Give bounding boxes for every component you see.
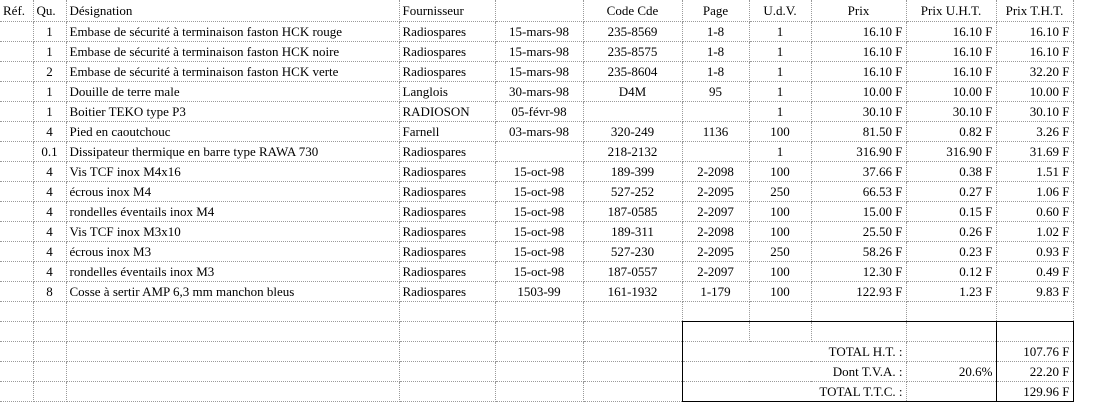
cell-ref[interactable] bbox=[0, 221, 33, 241]
cell-page[interactable]: 95 bbox=[682, 81, 749, 101]
cell-price[interactable]: 12.30 F bbox=[811, 261, 906, 281]
cell-total-ht[interactable]: 10.00 F bbox=[996, 81, 1073, 101]
cell-total-ht[interactable]: 32.20 F bbox=[996, 61, 1073, 81]
tva-rate[interactable]: 20.6% bbox=[906, 361, 996, 381]
tva-label: Dont T.V.A. : bbox=[682, 361, 906, 381]
empty-cell[interactable] bbox=[399, 301, 495, 321]
cell-supplier[interactable]: Radiospares bbox=[399, 181, 495, 201]
total-ttc-value[interactable]: 129.96 F bbox=[996, 381, 1073, 401]
cell-date[interactable]: 30-mars-98 bbox=[495, 81, 583, 101]
cell-page[interactable]: 2-2098 bbox=[682, 161, 749, 181]
header-cell-unit-ht[interactable]: Prix U.H.T. bbox=[906, 0, 996, 21]
cell-designation[interactable]: écrous inox M3 bbox=[66, 241, 399, 261]
table-row bbox=[0, 41, 1073, 61]
cell-price[interactable]: 15.00 F bbox=[811, 201, 906, 221]
cell-supplier[interactable]: Radiospares bbox=[399, 201, 495, 221]
cell-unit-ht[interactable]: 0.38 F bbox=[906, 161, 996, 181]
cell-designation[interactable]: Vis TCF inox M4x16 bbox=[66, 161, 399, 181]
cell-code[interactable]: 527-230 bbox=[583, 241, 682, 261]
empty-cell[interactable] bbox=[583, 301, 682, 321]
empty-cell[interactable] bbox=[399, 361, 495, 381]
cell-code[interactable]: 235-8569 bbox=[583, 21, 682, 41]
cell-page[interactable]: 1-8 bbox=[682, 21, 749, 41]
cell-udv[interactable]: 100 bbox=[749, 221, 811, 241]
cell-designation[interactable]: écrous inox M4 bbox=[66, 181, 399, 201]
empty-cell[interactable] bbox=[583, 361, 682, 381]
header-cell-price[interactable]: Prix bbox=[811, 0, 906, 21]
cell-code[interactable] bbox=[583, 101, 682, 121]
cell-supplier[interactable]: Farnell bbox=[399, 121, 495, 141]
cell-unit-ht[interactable]: 316.90 F bbox=[906, 141, 996, 161]
tva-value[interactable]: 22.20 F bbox=[996, 361, 1073, 381]
cell-total-ht[interactable]: 0.60 F bbox=[996, 201, 1073, 221]
total-ht-label: TOTAL H.T. : bbox=[682, 341, 906, 361]
cell-total-ht[interactable]: 31.69 F bbox=[996, 141, 1073, 161]
cell-price[interactable]: 37.66 F bbox=[811, 161, 906, 181]
cell-qty[interactable]: 2 bbox=[33, 61, 66, 81]
cell-code[interactable]: 235-8604 bbox=[583, 61, 682, 81]
cell-ref[interactable] bbox=[0, 201, 33, 221]
empty-cell[interactable] bbox=[33, 321, 66, 341]
cell-udv[interactable]: 1 bbox=[749, 41, 811, 61]
header-cell-code[interactable]: Code Cde bbox=[583, 0, 682, 21]
cell-udv[interactable]: 250 bbox=[749, 181, 811, 201]
cell-ref[interactable] bbox=[0, 181, 33, 201]
totals-box-top-row bbox=[0, 321, 1073, 341]
empty-cell[interactable] bbox=[749, 321, 811, 341]
table-row bbox=[0, 21, 1073, 41]
cell-udv[interactable]: 1 bbox=[749, 141, 811, 161]
table-row bbox=[0, 101, 1073, 121]
cell-total-ht[interactable]: 0.93 F bbox=[996, 241, 1073, 261]
cell-unit-ht[interactable]: 16.10 F bbox=[906, 61, 996, 81]
cell-code[interactable]: 189-311 bbox=[583, 221, 682, 241]
cell-total-ht[interactable]: 30.10 F bbox=[996, 101, 1073, 121]
empty-cell[interactable] bbox=[495, 301, 583, 321]
table-row bbox=[0, 121, 1073, 141]
cell-page[interactable]: 1-8 bbox=[682, 41, 749, 61]
cell-page[interactable]: 2-2098 bbox=[682, 221, 749, 241]
cell-supplier[interactable]: Radiospares bbox=[399, 241, 495, 261]
cell-designation[interactable]: Vis TCF inox M3x10 bbox=[66, 221, 399, 241]
cell-supplier[interactable]: Radiospares bbox=[399, 41, 495, 61]
empty-cell[interactable] bbox=[495, 341, 583, 361]
cell-price[interactable]: 10.00 F bbox=[811, 81, 906, 101]
cell-udv[interactable]: 100 bbox=[749, 201, 811, 221]
cell-price[interactable]: 25.50 F bbox=[811, 221, 906, 241]
cell-date[interactable]: 15-mars-98 bbox=[495, 61, 583, 81]
empty-cell[interactable] bbox=[495, 381, 583, 401]
cell-unit-ht[interactable]: 16.10 F bbox=[906, 41, 996, 61]
empty-cell[interactable] bbox=[682, 301, 749, 321]
cell-designation[interactable]: Douille de terre male bbox=[66, 81, 399, 101]
empty-cell[interactable] bbox=[399, 341, 495, 361]
cell-qty[interactable]: 4 bbox=[33, 161, 66, 181]
cell-ref[interactable] bbox=[0, 241, 33, 261]
header-cell-designation[interactable]: Désignation bbox=[66, 0, 399, 21]
empty-cell[interactable] bbox=[33, 361, 66, 381]
header-cell-total-ht[interactable]: Prix T.H.T. bbox=[996, 0, 1073, 21]
total-ttc-row bbox=[0, 381, 1073, 401]
cell-qty[interactable]: 4 bbox=[33, 221, 66, 241]
cell-designation[interactable]: rondelles éventails inox M3 bbox=[66, 261, 399, 281]
cell-udv[interactable]: 1 bbox=[749, 61, 811, 81]
cell-date[interactable]: 15-oct-98 bbox=[495, 181, 583, 201]
cell-supplier[interactable]: Radiospares bbox=[399, 281, 495, 301]
cell-unit-ht[interactable]: 1.23 F bbox=[906, 281, 996, 301]
cell-price[interactable]: 16.10 F bbox=[811, 21, 906, 41]
empty-cell[interactable] bbox=[906, 321, 996, 341]
cell-code[interactable]: 527-252 bbox=[583, 181, 682, 201]
cell-udv[interactable]: 1 bbox=[749, 21, 811, 41]
cell-ref[interactable] bbox=[0, 81, 33, 101]
empty-cell[interactable] bbox=[33, 341, 66, 361]
cell-code[interactable]: 187-0557 bbox=[583, 261, 682, 281]
cell-total-ht[interactable]: 3.26 F bbox=[996, 121, 1073, 141]
cell-supplier[interactable]: Radiospares bbox=[399, 221, 495, 241]
cell-designation[interactable]: Boitier TEKO type P3 bbox=[66, 101, 399, 121]
cell-ref[interactable] bbox=[0, 121, 33, 141]
empty-row bbox=[0, 301, 1073, 321]
empty-cell[interactable] bbox=[996, 301, 1073, 321]
cell-page[interactable]: 1136 bbox=[682, 121, 749, 141]
empty-cell[interactable] bbox=[399, 321, 495, 341]
cell-qty[interactable]: 1 bbox=[33, 41, 66, 61]
cell-supplier[interactable]: Radiospares bbox=[399, 161, 495, 181]
cell-date[interactable]: 15-mars-98 bbox=[495, 21, 583, 41]
cell-qty[interactable]: 4 bbox=[33, 261, 66, 281]
cell-page[interactable]: 1-179 bbox=[682, 281, 749, 301]
empty-cell[interactable] bbox=[0, 341, 33, 361]
cell-qty[interactable]: 1 bbox=[33, 21, 66, 41]
cell-price[interactable]: 16.10 F bbox=[811, 61, 906, 81]
cell-supplier[interactable]: Radiospares bbox=[399, 261, 495, 281]
cell-date[interactable]: 15-oct-98 bbox=[495, 261, 583, 281]
empty-cell[interactable] bbox=[66, 321, 399, 341]
cell-unit-ht[interactable]: 30.10 F bbox=[906, 101, 996, 121]
cell-unit-ht[interactable]: 16.10 F bbox=[906, 21, 996, 41]
cell-code[interactable]: 235-8575 bbox=[583, 41, 682, 61]
empty-cell[interactable] bbox=[0, 321, 33, 341]
cell-supplier[interactable]: Radiospares bbox=[399, 21, 495, 41]
header-cell-page[interactable]: Page bbox=[682, 0, 749, 21]
empty-cell[interactable] bbox=[583, 381, 682, 401]
empty-cell[interactable] bbox=[33, 301, 66, 321]
cell-udv[interactable]: 100 bbox=[749, 121, 811, 141]
empty-cell[interactable] bbox=[66, 341, 399, 361]
table-row bbox=[0, 221, 1073, 241]
cell-page[interactable]: 1-8 bbox=[682, 61, 749, 81]
cell-supplier[interactable]: Langlois bbox=[399, 81, 495, 101]
cell-qty[interactable]: 1 bbox=[33, 81, 66, 101]
cell-qty[interactable]: 8 bbox=[33, 281, 66, 301]
cell-ref[interactable] bbox=[0, 21, 33, 41]
cell-udv[interactable]: 1 bbox=[749, 101, 811, 121]
header-cell-qty[interactable]: Qu. bbox=[33, 0, 66, 21]
empty-cell[interactable] bbox=[0, 381, 33, 401]
cell-price[interactable]: 16.10 F bbox=[811, 41, 906, 61]
cell-price[interactable]: 316.90 F bbox=[811, 141, 906, 161]
cell-total-ht[interactable]: 1.02 F bbox=[996, 221, 1073, 241]
cell-designation[interactable]: Pied en caoutchouc bbox=[66, 121, 399, 141]
table-row bbox=[0, 201, 1073, 221]
cell-date[interactable]: 15-oct-98 bbox=[495, 201, 583, 221]
empty-cell[interactable] bbox=[996, 321, 1073, 341]
cell-qty[interactable]: 4 bbox=[33, 121, 66, 141]
cell-total-ht[interactable]: 1.06 F bbox=[996, 181, 1073, 201]
cell-ref[interactable] bbox=[0, 261, 33, 281]
cell-page[interactable]: 2-2095 bbox=[682, 181, 749, 201]
cell-unit-ht[interactable]: 0.12 F bbox=[906, 261, 996, 281]
cell-ref[interactable] bbox=[0, 61, 33, 81]
empty-cell[interactable] bbox=[906, 301, 996, 321]
cell-designation[interactable]: Embase de sécurité à terminaison faston HCK rouge bbox=[66, 21, 399, 41]
cell-page[interactable]: 2-2095 bbox=[682, 241, 749, 261]
cell-supplier[interactable]: Radiospares bbox=[399, 141, 495, 161]
empty-cell[interactable] bbox=[0, 361, 33, 381]
cell-udv[interactable]: 100 bbox=[749, 161, 811, 181]
total-ht-value[interactable]: 107.76 F bbox=[996, 341, 1073, 361]
header-cell-date[interactable] bbox=[495, 0, 583, 21]
cell-total-ht[interactable]: 0.49 F bbox=[996, 261, 1073, 281]
cell-unit-ht[interactable]: 0.23 F bbox=[906, 241, 996, 261]
cell-ref[interactable] bbox=[0, 281, 33, 301]
cell-price[interactable]: 122.93 F bbox=[811, 281, 906, 301]
empty-cell[interactable] bbox=[399, 381, 495, 401]
cell-price[interactable]: 30.10 F bbox=[811, 101, 906, 121]
cell-ref[interactable] bbox=[0, 41, 33, 61]
cell-page[interactable] bbox=[682, 101, 749, 121]
cell-date[interactable]: 15-oct-98 bbox=[495, 161, 583, 181]
header-cell-udv[interactable]: U.d.V. bbox=[749, 0, 811, 21]
cell-qty[interactable]: 0.1 bbox=[33, 141, 66, 161]
cell-udv[interactable]: 100 bbox=[749, 261, 811, 281]
cell-page[interactable]: 2-2097 bbox=[682, 201, 749, 221]
cell-qty[interactable]: 4 bbox=[33, 181, 66, 201]
table-row bbox=[0, 181, 1073, 201]
cell-unit-ht[interactable]: 0.82 F bbox=[906, 121, 996, 141]
empty-cell[interactable] bbox=[66, 381, 399, 401]
cell-price[interactable]: 58.26 F bbox=[811, 241, 906, 261]
cell-unit-ht[interactable]: 0.26 F bbox=[906, 221, 996, 241]
cell-total-ht[interactable]: 16.10 F bbox=[996, 41, 1073, 61]
cell-supplier[interactable]: Radiospares bbox=[399, 61, 495, 81]
cell-date[interactable]: 15-mars-98 bbox=[495, 41, 583, 61]
empty-cell[interactable] bbox=[33, 381, 66, 401]
cell-ref[interactable] bbox=[0, 141, 33, 161]
cell-code[interactable]: D4M bbox=[583, 81, 682, 101]
cell-designation[interactable]: Cosse à sertir AMP 6,3 mm manchon bleus bbox=[66, 281, 399, 301]
cell-designation[interactable]: rondelles éventails inox M4 bbox=[66, 201, 399, 221]
cell-total-ht[interactable]: 1.51 F bbox=[996, 161, 1073, 181]
empty-cell[interactable] bbox=[749, 301, 811, 321]
table-row bbox=[0, 241, 1073, 261]
cell-date[interactable]: 03-mars-98 bbox=[495, 121, 583, 141]
tva-row bbox=[0, 361, 1073, 381]
cell-date[interactable] bbox=[495, 141, 583, 161]
cell-qty[interactable]: 4 bbox=[33, 241, 66, 261]
cell-page[interactable]: 2-2097 bbox=[682, 261, 749, 281]
cell-code[interactable]: 218-2132 bbox=[583, 141, 682, 161]
header-cell-supplier[interactable]: Fournisseur bbox=[399, 0, 495, 21]
header-cell-ref[interactable]: Réf. bbox=[0, 0, 33, 21]
table-row bbox=[0, 261, 1073, 281]
cell-code[interactable]: 320-249 bbox=[583, 121, 682, 141]
empty-cell[interactable] bbox=[811, 301, 906, 321]
header-row bbox=[0, 0, 1073, 21]
total-ttc-rate[interactable] bbox=[906, 381, 996, 401]
cell-total-ht[interactable]: 16.10 F bbox=[996, 21, 1073, 41]
table-row bbox=[0, 141, 1073, 161]
cell-price[interactable]: 66.53 F bbox=[811, 181, 906, 201]
table-row bbox=[0, 81, 1073, 101]
cell-unit-ht[interactable]: 10.00 F bbox=[906, 81, 996, 101]
cell-date[interactable]: 1503-99 bbox=[495, 281, 583, 301]
cell-code[interactable]: 189-399 bbox=[583, 161, 682, 181]
cell-designation[interactable]: Dissipateur thermique en barre type RAWA 730 bbox=[66, 141, 399, 161]
empty-cell[interactable] bbox=[682, 321, 749, 341]
table-row bbox=[0, 161, 1073, 181]
cell-code[interactable]: 161-1932 bbox=[583, 281, 682, 301]
cell-udv[interactable]: 100 bbox=[749, 281, 811, 301]
empty-cell[interactable] bbox=[495, 321, 583, 341]
total-ht-row bbox=[0, 341, 1073, 361]
total-ht-rate[interactable] bbox=[906, 341, 996, 361]
cell-code[interactable]: 187-0585 bbox=[583, 201, 682, 221]
cell-page[interactable] bbox=[682, 141, 749, 161]
empty-cell[interactable] bbox=[66, 301, 399, 321]
empty-cell[interactable] bbox=[811, 321, 906, 341]
cell-designation[interactable]: Embase de sécurité à terminaison faston HCK noire bbox=[66, 41, 399, 61]
cell-supplier[interactable]: RADIOSON bbox=[399, 101, 495, 121]
cell-designation[interactable]: Embase de sécurité à terminaison faston HCK verte bbox=[66, 61, 399, 81]
cell-price[interactable]: 81.50 F bbox=[811, 121, 906, 141]
total-ttc-label: TOTAL T.T.C. : bbox=[682, 381, 906, 401]
table-row bbox=[0, 281, 1073, 301]
cell-total-ht[interactable]: 9.83 F bbox=[996, 281, 1073, 301]
cell-ref[interactable] bbox=[0, 101, 33, 121]
cell-date[interactable]: 15-oct-98 bbox=[495, 241, 583, 261]
cell-date[interactable]: 05-févr-98 bbox=[495, 101, 583, 121]
cell-date[interactable]: 15-oct-98 bbox=[495, 221, 583, 241]
cell-udv[interactable]: 250 bbox=[749, 241, 811, 261]
empty-cell[interactable] bbox=[583, 321, 682, 341]
cell-qty[interactable]: 1 bbox=[33, 101, 66, 121]
cell-unit-ht[interactable]: 0.27 F bbox=[906, 181, 996, 201]
empty-cell[interactable] bbox=[66, 361, 399, 381]
empty-cell[interactable] bbox=[495, 361, 583, 381]
empty-cell[interactable] bbox=[583, 341, 682, 361]
cell-ref[interactable] bbox=[0, 161, 33, 181]
cell-qty[interactable]: 4 bbox=[33, 201, 66, 221]
table-row bbox=[0, 61, 1073, 81]
cell-unit-ht[interactable]: 0.15 F bbox=[906, 201, 996, 221]
empty-cell[interactable] bbox=[0, 301, 33, 321]
cell-udv[interactable]: 1 bbox=[749, 81, 811, 101]
